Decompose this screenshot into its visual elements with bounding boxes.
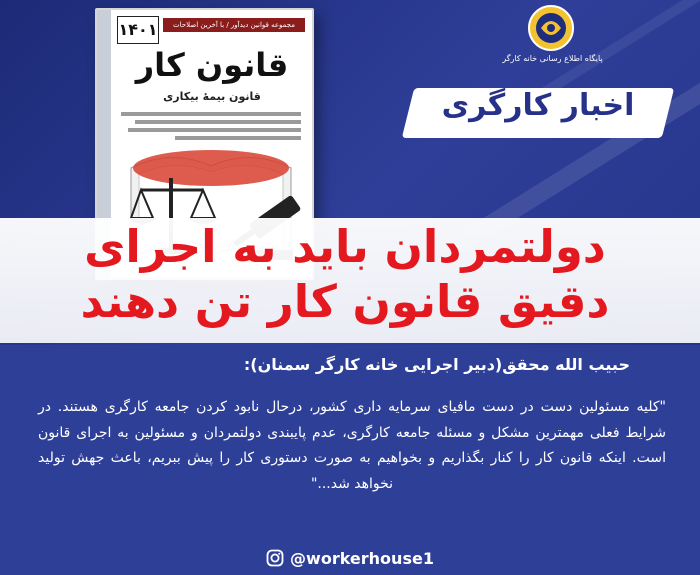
instagram-icon [266,549,284,567]
social-handle[interactable] [240,545,460,571]
book-series: مجموعه قوانین دیدآور / با آخرین اصلاحات [163,18,305,32]
book-year: ۱۴۰۱ [117,16,159,44]
section-label: اخبار کارگری [441,88,635,123]
author-line: حبیب الله محقق(دبیر اجرایی خانه کارگر سمنان): [243,355,630,374]
handle-text: @workerhouse1 [290,548,434,568]
headline-line-1: دولتمردان باید به اجرای [84,220,606,273]
workerhouse-logo-icon [527,4,575,52]
book-title: قانون کار [135,46,289,84]
book-subtitle: قانون بیمهٔ بیکاری [163,90,261,103]
quote-text: "کلیه مسئولین دست در دست مافیای سرمایه داری کشور، درحال نابود کردن جامعه کارگری هستند. در شرایط فعلی مهمترین مشکل و مسئله جامعه کارگری، عدم پایبندی دولتمردان و مسئولین به اجرای قانون است. اینکه قانون کار را کنار بگذاریم و بخواهیم به صورت دستوری کار را پیش ببریم، باعث جهش تولید نخواهد شد..." [38,399,666,492]
logo-caption: پایگاه اطلاع رسانی خانه کارگر [502,54,603,63]
headline-line-2: دقیق قانون کار تن دهند [80,275,610,328]
